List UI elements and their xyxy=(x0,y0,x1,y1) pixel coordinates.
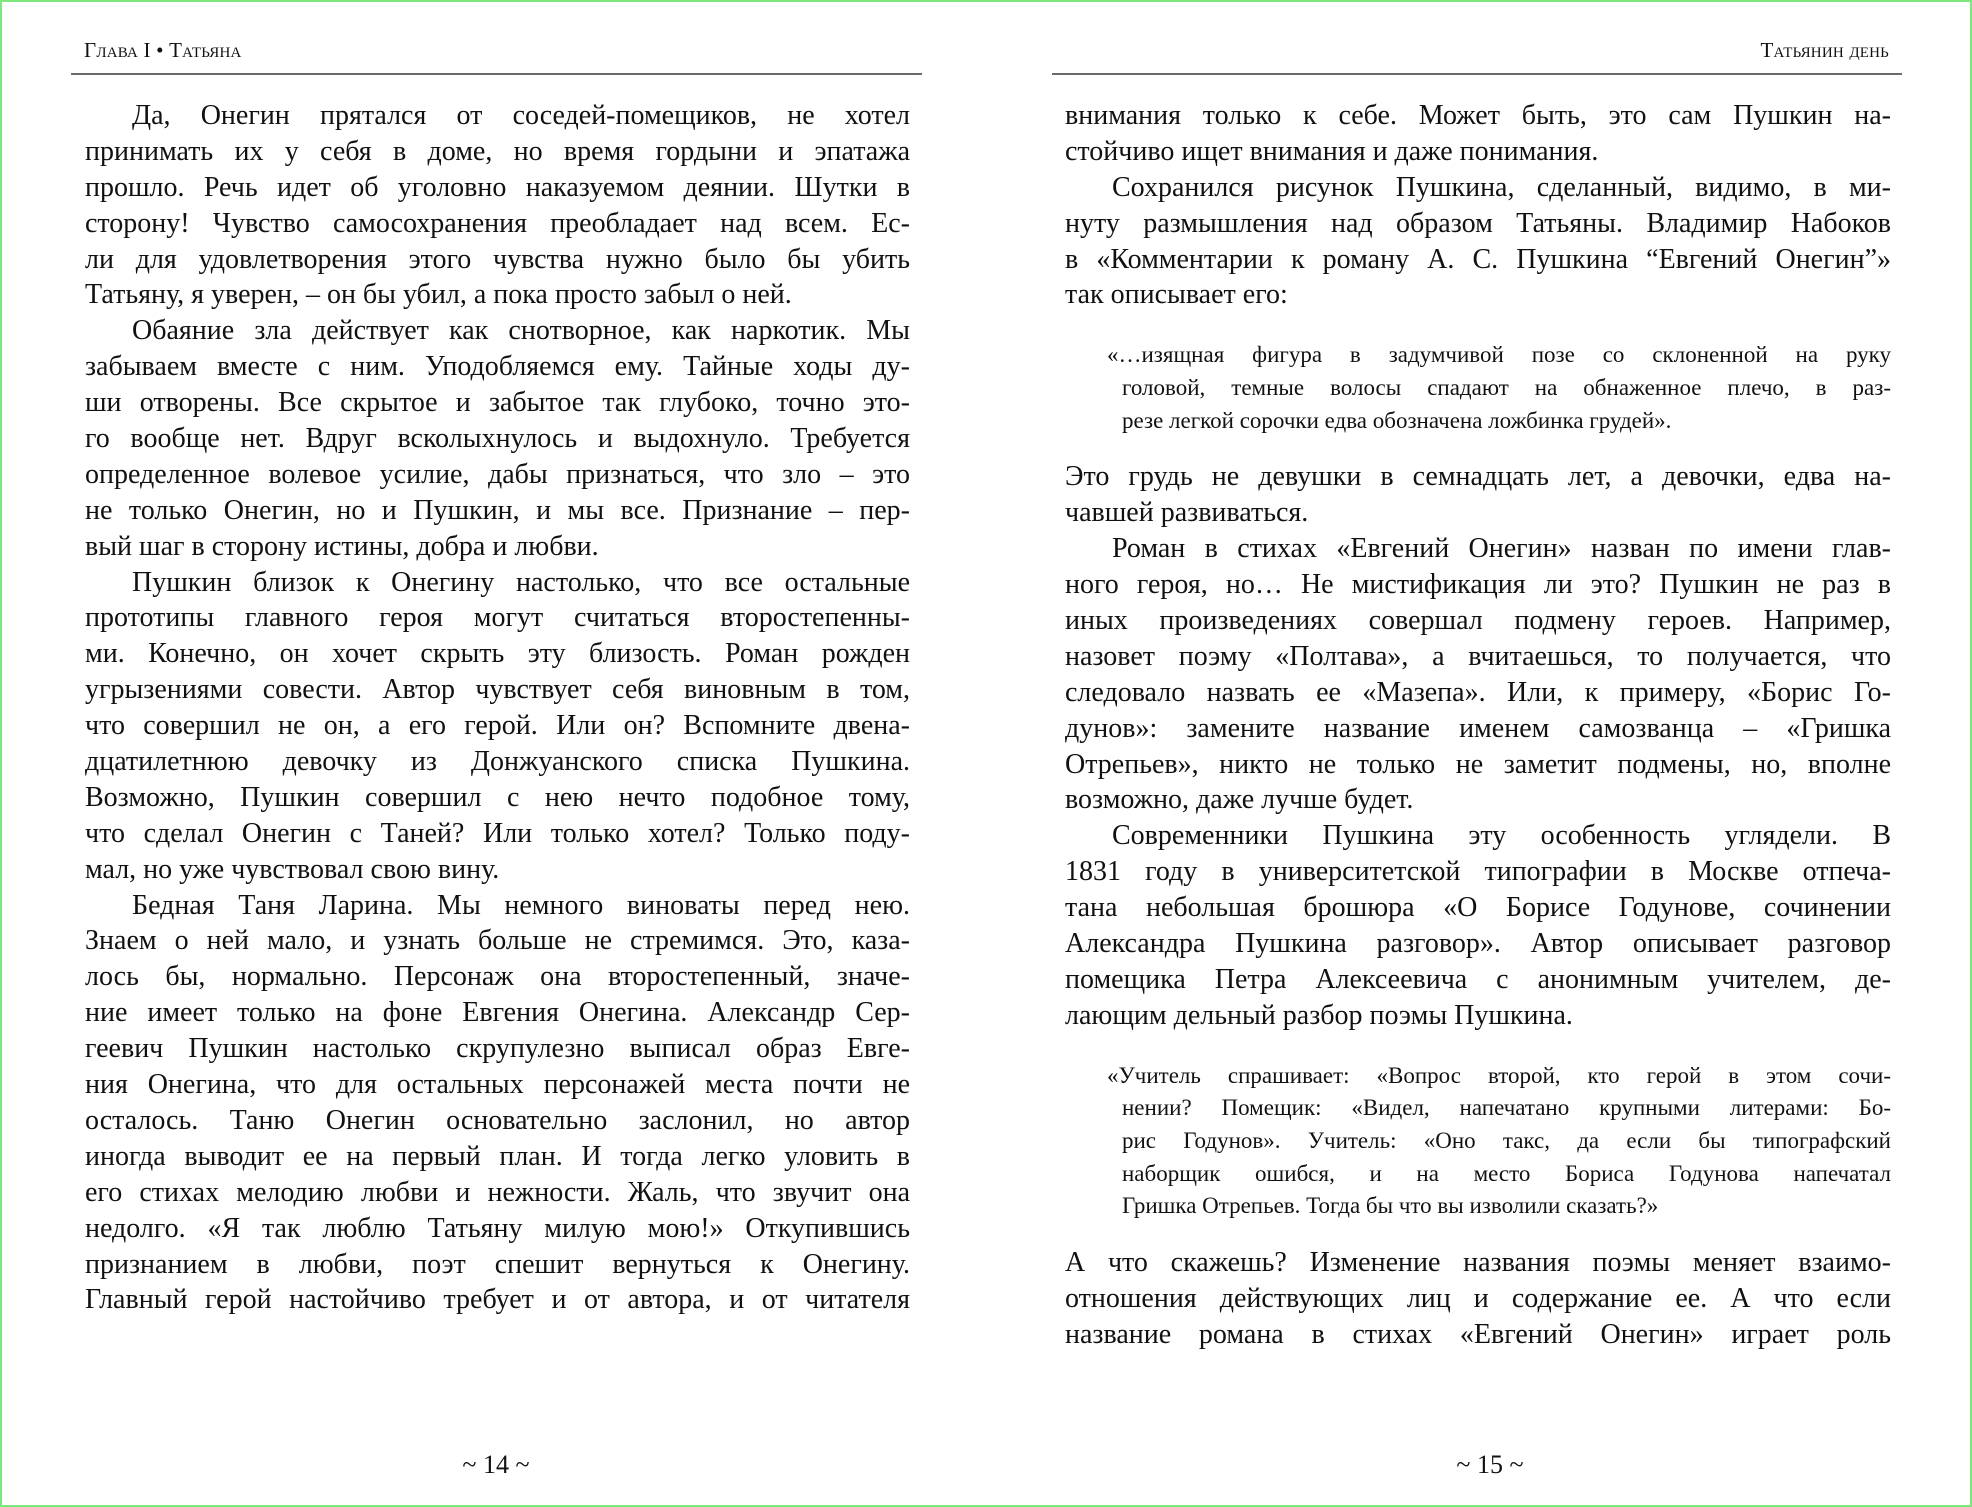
text-line: вый шаг в сторону истины, добра и любви. xyxy=(85,530,599,562)
text-line: ние имеет только на фоне Евгения Онегина. Александр Сер- xyxy=(85,997,910,1029)
text-line: ния Онегина, что для остальных персонажей места почти не xyxy=(85,1069,910,1101)
text-line: ми. Конечно, он хочет скрыть эту близость. Роман рожден xyxy=(85,638,910,670)
text-line: Пушкин близок к Онегину настолько, что все остальные xyxy=(132,566,910,598)
text-line: ного героя, но… Не мистификация ли это? Пушкин не раз в xyxy=(1065,569,1891,601)
left-page-body xyxy=(85,98,910,1318)
text-line: внимания только к себе. Может быть, это сам Пушкин на- xyxy=(1065,100,1891,131)
paragraph xyxy=(85,888,910,1319)
text-line: ли для удовлетворения этого чувства нужно было бы убить xyxy=(85,243,910,275)
text-line: «Учитель спрашивает: «Вопрос второй, кто герой в этом сочи- xyxy=(1107,1062,1891,1088)
paragraph xyxy=(1065,531,1891,818)
text-line: признанием в любви, поэт спешит вернуться к Онегину. xyxy=(85,1248,910,1280)
block-quote xyxy=(1107,1060,1891,1223)
paragraph xyxy=(1065,1245,1891,1353)
text-line: определенное волевое усилие, дабы признаться, что зло – это xyxy=(85,458,910,490)
text-line: рис Годунов». Учитель: «Оно такс, да если бы типографский xyxy=(1122,1128,1891,1154)
paragraph xyxy=(1065,818,1891,1033)
paragraph xyxy=(85,565,910,888)
text-line: прототипы главного героя могут считаться второстепенны- xyxy=(85,602,910,634)
text-line: в «Комментарии к роману А. С. Пушкина “Евгений Онегин”» xyxy=(1065,243,1891,275)
text-line: А что скажешь? Изменение названия поэмы меняет взаимо- xyxy=(1065,1247,1891,1279)
text-line: мал, но уже чувствовал свою вину. xyxy=(85,853,500,885)
paragraph xyxy=(85,313,910,564)
text-line: геевич Пушкин настолько скрупулезно выписал образ Евге- xyxy=(85,1033,910,1065)
text-line: тана небольшая брошюра «О Борисе Годунове, сочинении xyxy=(1065,892,1891,924)
text-line: отношения действующих лиц и содержание ее. А что если xyxy=(1065,1282,1891,1314)
text-line: Гришка Отрепьев. Тогда бы что вы изволили сказать?» xyxy=(1122,1193,1659,1219)
text-line: Возможно, Пушкин совершил с нею нечто подобное тому, xyxy=(85,781,910,813)
text-line: Татьяну, я уверен, – он бы убил, а пока просто забыл о ней. xyxy=(85,279,792,311)
paragraph xyxy=(1065,170,1891,314)
text-line: осталось. Таню Онегин основательно заслонил, но автор xyxy=(85,1104,910,1136)
text-line: го вообще нет. Вдруг всколыхнулось и выдохнуло. Требуется xyxy=(85,423,910,455)
text-line: Знаем о ней мало, и узнать больше не стремимся. Это, каза- xyxy=(85,925,910,957)
text-line: дцатилетнюю девочку из Донжуанского списка Пушкина. xyxy=(85,746,910,778)
running-header-left: Глава I • Татьяна xyxy=(84,38,242,62)
text-line: лось бы, нормально. Персонаж она второстепенный, значе- xyxy=(85,961,910,993)
paragraph xyxy=(85,98,910,313)
page-number-right: ~ 15 ~ xyxy=(1456,1450,1524,1479)
block-quote xyxy=(1107,339,1891,437)
text-line: нении? Помещик: «Видел, напечатано крупными литерами: Бо- xyxy=(1122,1095,1891,1121)
text-line: иных произведениях совершал подмену героев. Например, xyxy=(1065,604,1891,636)
running-header-right: Татьянин день xyxy=(1760,38,1889,62)
text-line: лающим дельный разбор поэмы Пушкина. xyxy=(1065,999,1573,1031)
text-line: иногда выводит ее на первый план. И тогда легко уловить в xyxy=(85,1140,910,1172)
header-rule-right xyxy=(1052,73,1902,75)
text-line: головой, темные волосы спадают на обнаженное плечо, в раз- xyxy=(1122,375,1891,401)
text-line: Отрепьев», никто не только не заметит подмены, но, вполне xyxy=(1065,748,1891,780)
text-line: резе легкой сорочки едва обозначена ложбинка грудей». xyxy=(1122,407,1672,433)
text-line: угрызениями совести. Автор чувствует себя виновным в том, xyxy=(85,674,910,706)
text-line: «…изящная фигура в задумчивой позе со склоненной на руку xyxy=(1107,342,1891,368)
text-line: Это грудь не девушки в семнадцать лет, а девочки, едва на- xyxy=(1065,461,1891,493)
text-line: его стихах мелодию любви и нежности. Жаль, что звучит она xyxy=(85,1176,910,1208)
text-line: ши отворены. Все скрытое и забытое так глубоко, точно это- xyxy=(85,387,910,419)
text-line: следовало назвать ее «Мазепа». Или, к примеру, «Борис Го- xyxy=(1065,676,1891,708)
text-line: стойчиво ищет внимания и даже понимания. xyxy=(1065,135,1599,167)
text-line: не только Онегин, но и Пушкин, и мы все. Признание – пер- xyxy=(85,494,910,526)
text-line: Обаяние зла действует как снотворное, как наркотик. Мы xyxy=(132,315,910,347)
text-line: Сохранился рисунок Пушкина, сделанный, видимо, в ми- xyxy=(1112,171,1891,203)
text-line: принимать их у себя в доме, но время гордыни и эпатажа xyxy=(85,135,910,167)
text-line: 1831 году в университетской типографии в Москве отпеча- xyxy=(1065,856,1891,888)
text-line: чавшей развиваться. xyxy=(1065,497,1309,529)
text-line: недолго. «Я так люблю Татьяну милую мою!» Откупившись xyxy=(85,1212,910,1244)
text-line: наборщик ошибся, и на место Бориса Годунова напечатал xyxy=(1122,1160,1891,1186)
text-line: забываем вместе с ним. Уподобляемся ему. Тайные ходы ду- xyxy=(85,351,910,383)
text-line: прошло. Речь идет об уголовно наказуемом деянии. Шутки в xyxy=(85,171,910,203)
text-line: Александра Пушкина разговор». Автор описывает разговор xyxy=(1065,927,1891,959)
paragraph xyxy=(1065,459,1891,531)
text-line: Бедная Таня Ларина. Мы немного виноваты перед нею. xyxy=(132,889,910,921)
page-number-left: ~ 14 ~ xyxy=(462,1450,530,1479)
text-line: сторону! Чувство самосохранения преобладает над всем. Ес- xyxy=(85,207,910,239)
text-line: Роман в стихах «Евгений Онегин» назван по имени глав- xyxy=(1112,533,1891,565)
text-line: помещика Петра Алексеевича с анонимным учителем, де- xyxy=(1065,963,1891,995)
text-line: возможно, даже лучше будет. xyxy=(1065,784,1414,816)
text-line: Да, Онегин прятался от соседей-помещиков, не хотел xyxy=(132,100,910,131)
text-line: так описывает его: xyxy=(1065,279,1288,311)
text-line: Главный герой настойчиво требует и от автора, и от читателя xyxy=(85,1284,910,1316)
text-line: название романа в стихах «Евгений Онегин» играет роль xyxy=(1065,1318,1891,1350)
text-line: нуту размышления над образом Татьяны. Владимир Набоков xyxy=(1065,207,1891,239)
paragraph xyxy=(1065,98,1891,170)
text-line: назовет поэму «Полтава», а вчитаешься, то получается, что xyxy=(1065,640,1891,672)
text-line: Современники Пушкина эту особенность углядели. В xyxy=(1112,820,1891,852)
text-line: дунов»: замените название именем самозванца – «Гришка xyxy=(1065,712,1891,744)
text-line: что сделал Онегин с Таней? Или только хотел? Только поду- xyxy=(85,817,910,849)
text-line: что совершил не он, а его герой. Или он? Вспомните двена- xyxy=(85,710,910,742)
header-rule-left xyxy=(71,73,922,75)
right-page-body xyxy=(1065,98,1891,1353)
